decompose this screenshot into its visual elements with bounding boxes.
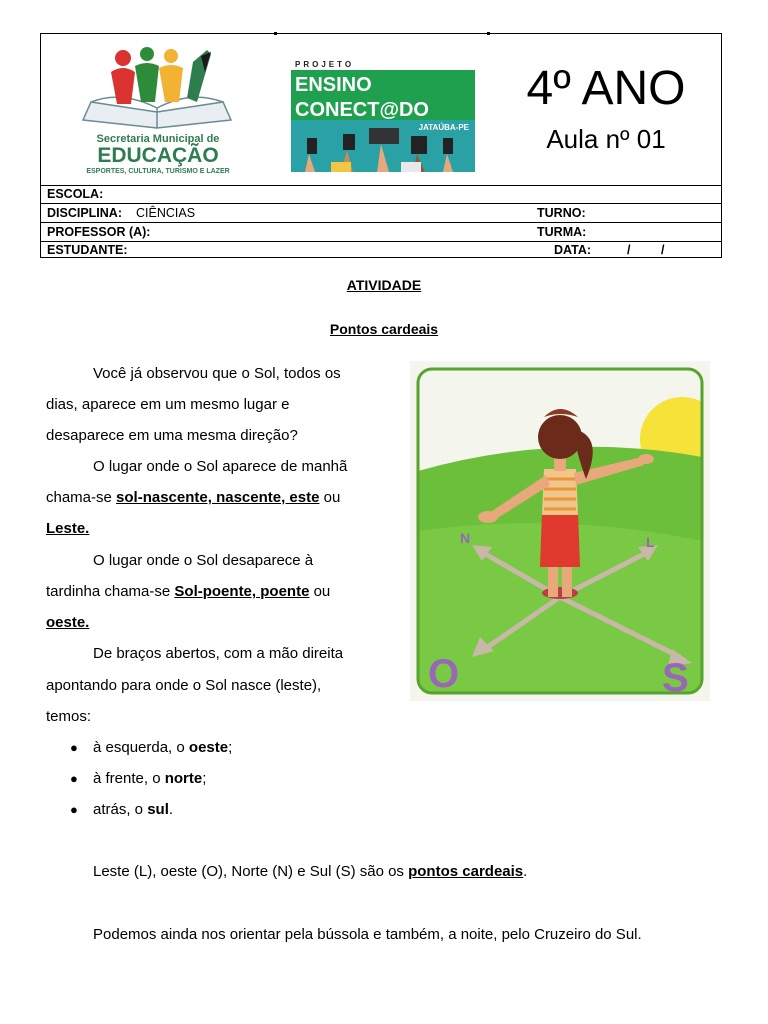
bullet-item <box>93 738 232 758</box>
text-span: . <box>168 801 174 818</box>
text-span: à frente, o <box>93 770 165 787</box>
teacher-row <box>41 223 721 242</box>
date-slash: / <box>661 243 665 257</box>
school-label: ESCOLA: <box>47 187 104 201</box>
emphasis-term: sol-nascente, nascente, este <box>116 489 320 506</box>
paragraph-line: O lugar onde o Sol desaparece à <box>93 552 314 569</box>
bullet-item <box>93 800 173 820</box>
paragraph-line <box>46 519 89 539</box>
emphasis-term: oeste. <box>46 614 90 631</box>
class-label: TURMA: <box>537 225 587 239</box>
activity-title: ATIVIDADE <box>346 277 422 293</box>
logo2-top-text: PROJETO <box>295 60 355 69</box>
emphasis-term: norte <box>164 770 203 787</box>
logo-text-line3: ESPORTES, CULTURA, TURISMO E LAZER <box>86 168 230 174</box>
header-banner <box>41 34 721 186</box>
date-slash: / <box>627 243 631 257</box>
text-span: atrás, o <box>93 801 148 818</box>
paragraph-line: desaparece em uma mesma direção? <box>46 427 298 444</box>
subject-row <box>41 204 721 223</box>
education-secretariat-logo <box>71 42 246 174</box>
paragraph-line <box>46 613 89 633</box>
paragraph-line: De braços abertos, com a mão direita <box>93 645 344 662</box>
emphasis-term: Sol-poente, poente <box>174 583 310 600</box>
paragraph-line <box>46 582 330 602</box>
paragraph-line: Podemos ainda nos orientar pela bússola e também, a noite, pelo Cruzeiro do Sul. <box>93 926 642 943</box>
logo2-line2: CONECT@DO <box>295 99 429 121</box>
paragraph-line: temos: <box>46 708 92 725</box>
logo-text-line2: EDUCAÇÃO <box>97 144 219 167</box>
text-span: . <box>523 863 528 880</box>
logo2-place: JATAÚBA-PE <box>418 123 469 132</box>
paragraph-line: apontando para onde o Sol nasce (leste), <box>46 677 322 694</box>
text-span: ; <box>202 770 207 787</box>
paragraph-line: O lugar onde o Sol aparece de manhã <box>93 458 348 475</box>
logo2-line1: ENSINO <box>295 74 372 96</box>
ensino-conectado-logo <box>291 58 475 172</box>
school-row <box>41 185 721 204</box>
emphasis-term: sul <box>147 801 169 818</box>
text-span: ou <box>319 489 341 506</box>
cell-divider-mark <box>274 32 277 35</box>
cardinal-points-illustration <box>410 361 710 701</box>
letter-s: S <box>662 656 689 700</box>
text-span: Leste (L), oeste (O), Norte (N) e Sul (S) são os <box>93 863 409 880</box>
paragraph-line <box>46 488 340 508</box>
header-table <box>40 33 722 258</box>
date-label: DATA: <box>554 243 592 257</box>
subject-value: CIÊNCIAS <box>136 206 196 220</box>
emphasis-term: pontos cardeais <box>408 863 524 880</box>
student-label: ESTUDANTE: <box>47 243 128 257</box>
text-span: chama-se <box>46 489 117 506</box>
letter-n: N <box>460 530 471 546</box>
paragraph-line: dias, aparece em um mesmo lugar e <box>46 396 290 413</box>
letter-l: L <box>646 534 655 550</box>
cell-divider-mark <box>487 32 490 35</box>
bullet-dot: ● <box>70 771 78 786</box>
subject-label: DISCIPLINA: <box>47 206 122 220</box>
logo-text-line1: Secretaria Municipal de <box>96 133 220 145</box>
grade-title: 4º ANO <box>526 62 686 115</box>
paragraph-line: Você já observou que o Sol, todos os <box>93 365 341 382</box>
bullet-dot: ● <box>70 740 78 755</box>
text-span: ; <box>228 739 233 756</box>
shift-label: TURNO: <box>537 206 586 220</box>
lesson-number: Aula nº 01 <box>546 124 666 154</box>
text-span: ou <box>309 583 331 600</box>
student-row <box>41 241 721 259</box>
emphasis-term: oeste <box>188 739 229 756</box>
letter-o: O <box>428 652 460 696</box>
teacher-label: PROFESSOR (A): <box>47 225 151 239</box>
paragraph-line <box>93 862 527 882</box>
text-span: tardinha chama-se <box>46 583 175 600</box>
emphasis-term: Leste. <box>46 520 90 537</box>
activity-subtitle: Pontos cardeais <box>329 321 439 337</box>
bullet-item <box>93 769 206 789</box>
bullet-dot: ● <box>70 802 78 817</box>
text-span: à esquerda, o <box>93 739 189 756</box>
